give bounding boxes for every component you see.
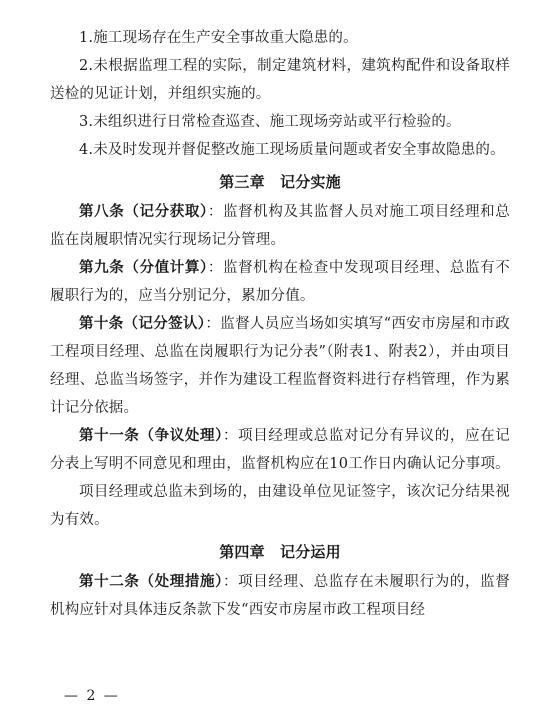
document-body xyxy=(50,24,510,624)
article-11-paragraph-2: 项目经理或总监未到场的，由建设单位见证签字，该次记分结果视为有效。 xyxy=(50,484,510,528)
article-8 xyxy=(50,198,510,254)
list-item-3: 3.未组织进行日常检查巡查、施工现场旁站或平行检验的。 xyxy=(79,114,461,130)
list-item-1: 1.施工现场存在生产安全事故重大隐患的。 xyxy=(79,30,358,46)
article-9 xyxy=(50,254,510,310)
list-item-4: 4.未及时发现并督促整改施工现场质量问题或者安全事故隐患的。 xyxy=(79,142,505,158)
page-number: — 2 — xyxy=(64,688,120,704)
article-11-text: ：项目经理或总监对记分有异议的，应在记分表上写明不同意见和理由，监督机构应在10工作日内确认记分事项。 xyxy=(50,428,510,472)
article-9-heading: 第九条（分值计算） xyxy=(79,260,208,276)
article-8-text: ：监督机构及其监督人员对施工项目经理和总监在岗履职情况实行现场记分管理。 xyxy=(50,204,510,248)
article-12-text: ：项目经理、总监存在未履职行为的，监督机构应针对具体违反条款下发“西安市房屋市政工程项目经 xyxy=(50,574,510,618)
article-10-heading: 第十条（记分签认） xyxy=(79,316,206,332)
article-11-heading: 第十一条（争议处理） xyxy=(79,428,224,444)
chapter-3-title: 第三章 记分实施 xyxy=(219,173,341,191)
article-12 xyxy=(50,568,510,624)
chapter-4-title: 第四章 记分运用 xyxy=(219,543,341,561)
list-item-2: 2.未根据监理工程的实际，制定建筑材料，建筑构配件和设备取样送检的见证计划，并组织实施的。 xyxy=(50,58,510,102)
article-11 xyxy=(50,422,510,478)
article-12-heading: 第十二条（处理措施） xyxy=(79,574,224,590)
article-8-heading: 第八条（记分获取） xyxy=(79,204,208,220)
article-9-text: ：监督机构在检查中发现项目经理、总监有不履职行为的，应当分别记分，累加分值。 xyxy=(50,260,510,304)
article-10-text: ：监督人员应当场如实填写“西安市房屋和市政工程项目经理、总监在岗履职行为记分表”（附表1、附表2），并由项目经理、总监当场签字，并作为建设工程监督资料进行存档管理，作为累计记分依据。 xyxy=(50,316,510,416)
article-10 xyxy=(50,310,510,422)
